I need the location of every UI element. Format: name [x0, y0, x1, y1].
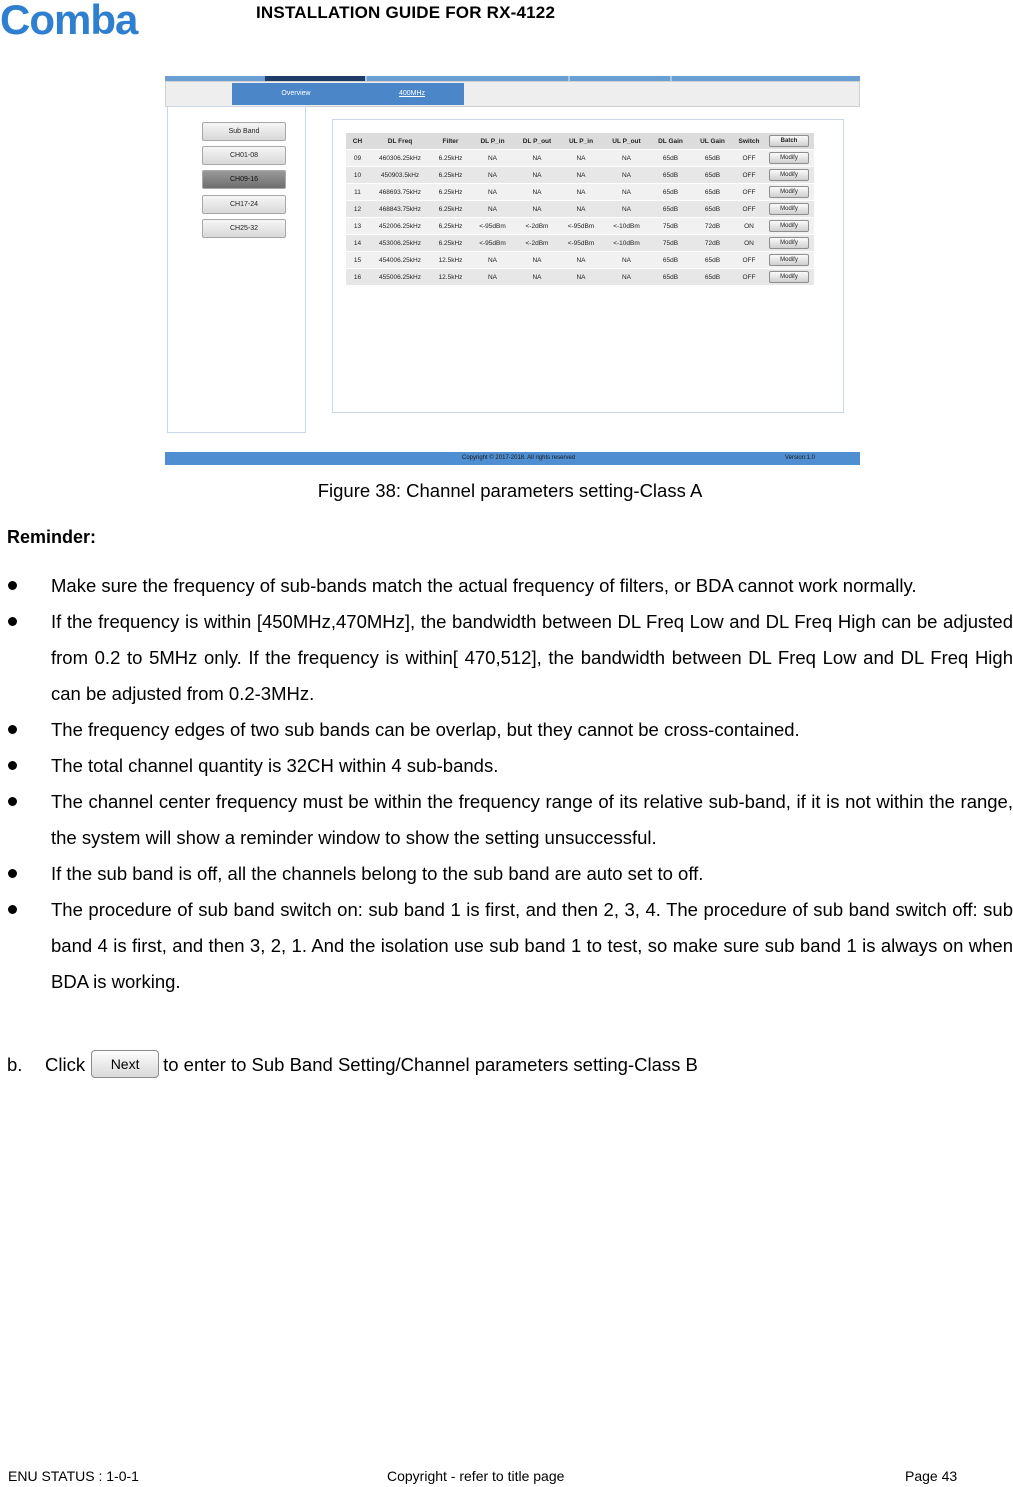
- cell-ch: 12: [346, 201, 369, 218]
- cell-ul-p-out: NA: [603, 269, 650, 286]
- cell-ul-gain: 65dB: [691, 201, 734, 218]
- cell-dl-freq: 452006.25kHz: [369, 218, 431, 235]
- cell-ul-p-out: <-10dBm: [603, 235, 650, 252]
- cell-dl-freq: 454006.25kHz: [369, 252, 431, 269]
- cell-dl-p-in: <-95dBm: [470, 235, 515, 252]
- table-row: [346, 235, 814, 252]
- cell-dl-p-in: NA: [470, 201, 515, 218]
- table-row: [346, 252, 814, 269]
- cell-dl-p-out: NA: [515, 269, 559, 286]
- batch-cell: [764, 133, 814, 150]
- modify-button[interactable]: Modify: [769, 186, 809, 198]
- cell-ul-p-in: NA: [559, 252, 603, 269]
- cell-ul-p-in: NA: [559, 150, 603, 167]
- cell-dl-gain: 65dB: [650, 167, 691, 184]
- tab-overview[interactable]: Overview: [232, 83, 360, 105]
- list-item: Make sure the frequency of sub-bands match the actual frequency of filters, or BDA cannot work normally.: [0, 568, 1013, 604]
- cell-ul-gain: 65dB: [691, 150, 734, 167]
- table-row: [346, 269, 814, 286]
- cell-ul-gain: 65dB: [691, 167, 734, 184]
- table-row: [346, 150, 814, 167]
- cell-dl-p-out: NA: [515, 252, 559, 269]
- cell-dl-freq: 460306.25kHz: [369, 150, 431, 167]
- cell-dl-freq: 450903.5kHz: [369, 167, 431, 184]
- list-item: If the frequency is within [450MHz,470MHz], the bandwidth between DL Freq Low and DL Freq High can be adjusted from 0.2 to 5MHz only. If the frequency is within[ 470,512], the bandwidth between DL Freq Low and DL Freq High can be adjusted from 0.2-3MHz.: [0, 604, 1013, 712]
- list-item: The procedure of sub band switch on: sub band 1 is first, and then 2, 3, 4. The procedure of sub band switch off: sub band 4 is first, and then 3, 2, 1. And the isolation use sub band 1 to test, so make sure sub band 1 is always on when BDA is working.: [0, 892, 1013, 1000]
- next-button[interactable]: Next: [91, 1050, 159, 1078]
- cell-filter: 12.5kHz: [431, 269, 470, 286]
- col-switch: Switch: [734, 133, 764, 150]
- col-dl-gain: DL Gain: [650, 133, 691, 150]
- list-item: The total channel quantity is 32CH within 4 sub-bands.: [0, 748, 1013, 784]
- cell-ul-gain: 65dB: [691, 269, 734, 286]
- col-ch: CH: [346, 133, 369, 150]
- app-copyright: Copyright © 2017-2018. All rights reserved: [462, 455, 576, 461]
- cell-dl-p-out: NA: [515, 167, 559, 184]
- bullet-icon: [8, 725, 17, 734]
- cell-dl-freq: 468843.75kHz: [369, 201, 431, 218]
- app-footer: [165, 452, 860, 465]
- cell-ul-p-out: NA: [603, 167, 650, 184]
- bullet-icon: [8, 761, 17, 770]
- cell-ch: 16: [346, 269, 369, 286]
- svg-text:Comba: Comba: [0, 0, 138, 40]
- list-item: The frequency edges of two sub bands can be overlap, but they cannot be cross-contained.: [0, 712, 1013, 748]
- bullet-icon: [8, 617, 17, 626]
- cell-dl-p-in: NA: [470, 150, 515, 167]
- modify-button[interactable]: Modify: [769, 254, 809, 266]
- cell-dl-gain: 75dB: [650, 235, 691, 252]
- table-row: [346, 201, 814, 218]
- cell-ch: 09: [346, 150, 369, 167]
- sub-band-button[interactable]: Sub Band: [202, 122, 286, 141]
- document-title: INSTALLATION GUIDE FOR RX-4122: [256, 3, 556, 22]
- cell-ul-p-in: <-95dBm: [559, 235, 603, 252]
- cell-ul-p-out: NA: [603, 201, 650, 218]
- cell-dl-freq: 453006.25kHz: [369, 235, 431, 252]
- modify-button[interactable]: Modify: [769, 203, 809, 215]
- modify-button[interactable]: Modify: [769, 271, 809, 283]
- cell-ul-gain: 72dB: [691, 235, 734, 252]
- cell-dl-p-out: NA: [515, 201, 559, 218]
- list-item: The channel center frequency must be within the frequency range of its relative sub-band, if it is not within the range, the system will show a reminder window to show the setting unsuccessful.: [0, 784, 1013, 856]
- modify-button[interactable]: Modify: [769, 169, 809, 181]
- col-ul-gain: UL Gain: [691, 133, 734, 150]
- cell-filter: 6.25kHz: [431, 201, 470, 218]
- modify-cell: [764, 201, 814, 218]
- cell-ch: 10: [346, 167, 369, 184]
- comba-logo: [0, 0, 182, 40]
- cell-ul-p-out: NA: [603, 150, 650, 167]
- cell-ul-p-out: <-10dBm: [603, 218, 650, 235]
- col-ul-p-out: UL P_out: [603, 133, 650, 150]
- cell-dl-p-in: <-95dBm: [470, 218, 515, 235]
- page-number: Page 43: [905, 1468, 958, 1484]
- cell-dl-p-in: NA: [470, 167, 515, 184]
- footer-copyright: Copyright - refer to title page: [387, 1468, 565, 1484]
- cell-switch: ON: [734, 235, 764, 252]
- modify-cell: [764, 150, 814, 167]
- cell-ul-p-in: NA: [559, 201, 603, 218]
- cell-ul-p-in: NA: [559, 167, 603, 184]
- reminder-heading: Reminder:: [7, 527, 97, 547]
- cell-ul-p-out: NA: [603, 252, 650, 269]
- table-row: [346, 218, 814, 235]
- modify-cell: [764, 218, 814, 235]
- modify-cell: [764, 167, 814, 184]
- modify-button[interactable]: Modify: [769, 220, 809, 232]
- cell-ul-p-in: <-95dBm: [559, 218, 603, 235]
- cell-switch: ON: [734, 218, 764, 235]
- cell-dl-gain: 65dB: [650, 269, 691, 286]
- col-dl-p-out: DL P_out: [515, 133, 559, 150]
- cell-dl-p-out: <-2dBm: [515, 218, 559, 235]
- table-row: [346, 184, 814, 201]
- step-click-text: Click: [45, 1054, 86, 1075]
- cell-dl-p-in: NA: [470, 269, 515, 286]
- modify-cell: [764, 269, 814, 286]
- footer-status: ENU STATUS : 1-0-1: [8, 1468, 139, 1484]
- cell-dl-freq: 455006.25kHz: [369, 269, 431, 286]
- cell-dl-gain: 65dB: [650, 201, 691, 218]
- cell-filter: 6.25kHz: [431, 184, 470, 201]
- ch01-08-button[interactable]: CH01-08: [202, 146, 286, 165]
- cell-dl-gain: 65dB: [650, 252, 691, 269]
- cell-switch: OFF: [734, 201, 764, 218]
- cell-ch: 14: [346, 235, 369, 252]
- modify-cell: [764, 184, 814, 201]
- channel-panel: [332, 119, 844, 413]
- batch-button[interactable]: Batch: [769, 135, 809, 147]
- cell-ul-p-out: NA: [603, 184, 650, 201]
- cell-ul-gain: 72dB: [691, 218, 734, 235]
- modify-cell: [764, 252, 814, 269]
- tab-bar: [165, 81, 860, 107]
- cell-dl-gain: 65dB: [650, 150, 691, 167]
- cell-ch: 11: [346, 184, 369, 201]
- cell-dl-gain: 75dB: [650, 218, 691, 235]
- cell-dl-p-out: NA: [515, 150, 559, 167]
- cell-ch: 15: [346, 252, 369, 269]
- bullet-icon: [8, 869, 17, 878]
- modify-cell: [764, 235, 814, 252]
- cell-switch: OFF: [734, 184, 764, 201]
- cell-filter: 6.25kHz: [431, 167, 470, 184]
- cell-ul-gain: 65dB: [691, 252, 734, 269]
- table-header-row: [346, 133, 814, 150]
- bullet-icon: [8, 797, 17, 806]
- cell-ch: 13: [346, 218, 369, 235]
- ch17-24-button[interactable]: CH17-24: [202, 195, 286, 214]
- reminder-list: [0, 568, 1013, 1000]
- bullet-icon: [8, 905, 17, 914]
- cell-filter: 6.25kHz: [431, 218, 470, 235]
- col-dl-freq: DL Freq: [369, 133, 431, 150]
- cell-switch: OFF: [734, 167, 764, 184]
- cell-ul-gain: 65dB: [691, 184, 734, 201]
- bullet-icon: [8, 581, 17, 590]
- cell-filter: 6.25kHz: [431, 150, 470, 167]
- subband-sidebar: [167, 106, 306, 433]
- col-filter: Filter: [431, 133, 470, 150]
- list-item: If the sub band is off, all the channels belong to the sub band are auto set to off.: [0, 856, 1013, 892]
- step-b: [7, 1054, 698, 1078]
- cell-dl-freq: 468693.75kHz: [369, 184, 431, 201]
- modify-button[interactable]: Modify: [769, 237, 809, 249]
- col-ul-p-in: UL P_in: [559, 133, 603, 150]
- cell-switch: OFF: [734, 269, 764, 286]
- step-rest-text: to enter to Sub Band Setting/Channel parameters setting-Class B: [163, 1054, 698, 1075]
- cell-dl-p-out: NA: [515, 184, 559, 201]
- ch09-16-button[interactable]: CH09-16: [202, 170, 286, 189]
- table-row: [346, 167, 814, 184]
- cell-dl-gain: 65dB: [650, 184, 691, 201]
- cell-dl-p-in: NA: [470, 252, 515, 269]
- cell-dl-p-out: <-2dBm: [515, 235, 559, 252]
- step-letter: b.: [7, 1054, 23, 1075]
- col-dl-p-in: DL P_in: [470, 133, 515, 150]
- channel-table-body: [346, 150, 814, 286]
- modify-button[interactable]: Modify: [769, 152, 809, 164]
- ch25-32-button[interactable]: CH25-32: [202, 219, 286, 238]
- cell-switch: OFF: [734, 252, 764, 269]
- cell-switch: OFF: [734, 150, 764, 167]
- cell-ul-p-in: NA: [559, 184, 603, 201]
- embedded-screenshot: [165, 76, 860, 466]
- cell-filter: 6.25kHz: [431, 235, 470, 252]
- app-version: Version:1.0: [785, 455, 816, 461]
- cell-dl-p-in: NA: [470, 184, 515, 201]
- cell-ul-p-in: NA: [559, 269, 603, 286]
- cell-filter: 12.5kHz: [431, 252, 470, 269]
- channel-table: [346, 133, 814, 286]
- tab-400mhz[interactable]: 400MHz: [360, 83, 464, 105]
- figure-caption: Figure 38: Channel parameters setting-Class A: [317, 480, 703, 501]
